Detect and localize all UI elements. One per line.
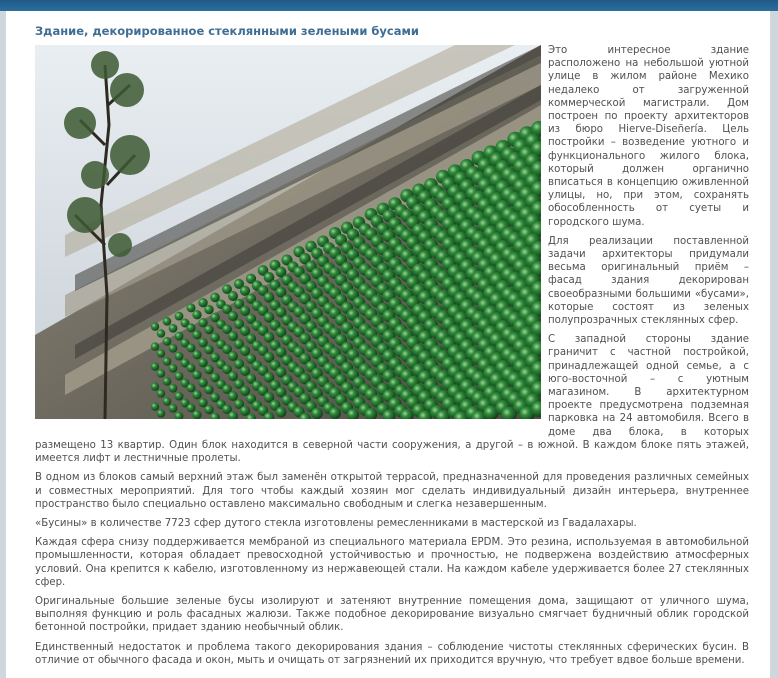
article-body <box>35 44 749 673</box>
paragraph: Единственный недостаток и проблема такого декорирования здания – соблюдение чистоты стеклянных сферических бусин. В отличие от обычного фасада и окон, мыть и очищать от загрязнений их приходится вручную, что требует вдвое больше времени. <box>35 641 749 666</box>
paragraph: Это интересное здание расположено на небольшой уютной улице в жилом районе Мехико недалеко от загруженной коммерческой магистрали. Дом построен по проекту архитекторов из бюро Hierve-Diseñería. Цель постройки – возведение уютного и функционального жилого блока, который должен органично вписаться в концепцию оживленной улицы, но, при этом, сохранять обособленность от суеты и городского шума. <box>548 45 749 228</box>
article-title: Здание, декорированное стеклянными зелеными бусами <box>35 24 419 38</box>
paragraph: Каждая сфера снизу поддерживается мембраной из специального материала EPDM. Это резина, используемая в автомобильной промышленности, которая обладает превосходной устойчивостью и прочностью, не подвержена воздействию атмосферных условий. Она крепится к кабелю, изготовленному из нержавеющей стали. На каждом кабеле удерживается более 27 стеклянных сфер. <box>35 537 749 588</box>
top-header-bar <box>0 0 778 11</box>
paragraph: С западной стороны здание граничит с частной постройкой, принадлежащей одной семье, а с юго-восточной – с уютным магазином. В архитектурном проекте предусмотрена подземная парковка на 24 автомобиля. Всего в доме два блока, в которых размещено 13 квартир. Один блок находится в северной части сооружения, а другой – в южной. В каждом блоке пять этажей, имеется лифт и лестничные пролеты. <box>35 334 749 465</box>
image-float-spacer <box>35 44 548 426</box>
paragraph: Для реализации поставленной задачи архитекторы придумали весьма оригинальный приём – фасад здания декорирован своеобразными большими «бусами», которые состоят из зеленых полупрозрачных стеклянных сфер. <box>548 235 749 327</box>
paragraph: Оригинальные большие зеленые бусы изолируют и затеняют внутренние помещения дома, защищают от уличного шума, выполняя функцию и роль фасадных жалюзи. Также подобное декорирование визуально смягчает будничный облик городской бетонной постройки, придает зданию необычный облик. <box>35 595 749 634</box>
paragraph: «Бусины» в количестве 7723 сфер дутого стекла изготовлены ремесленниками в мастерской из Гвадалахары. <box>35 517 637 529</box>
article-container <box>6 11 770 678</box>
paragraph: В одном из блоков самый верхний этаж был заменён открытой террасой, предназначенной для проведения различных семейных и совместных мероприятий. Для того чтобы каждый хозяин мог сделать индивидуальный дизайн интерьера, внутреннее пространство было специально оставлено максимально свободным и слегка незавершенным. <box>35 472 749 510</box>
